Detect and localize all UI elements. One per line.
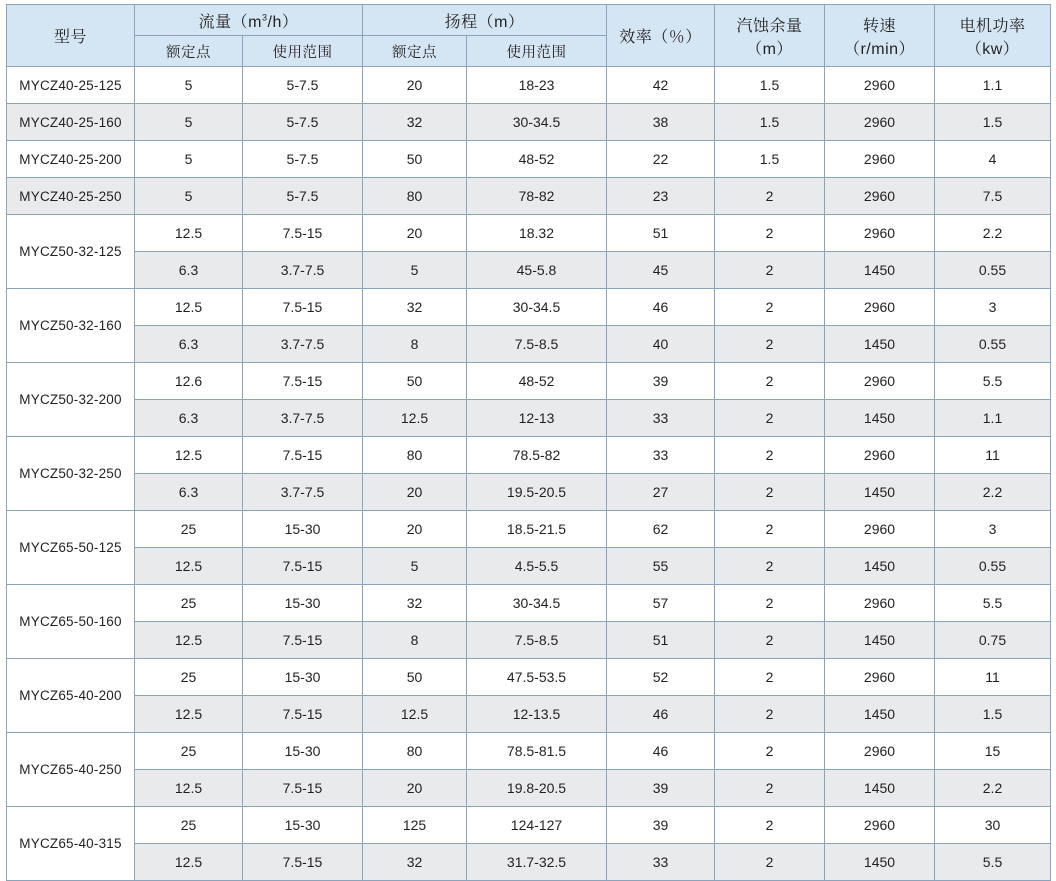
cell-flow-range: 7.5-15 bbox=[243, 844, 363, 881]
cell-npsh: 2 bbox=[715, 289, 825, 326]
cell-efficiency: 39 bbox=[607, 363, 715, 400]
cell-power: 2.2 bbox=[935, 770, 1051, 807]
cell-head-rated: 20 bbox=[363, 67, 467, 104]
cell-efficiency: 23 bbox=[607, 178, 715, 215]
cell-flow-range: 7.5-15 bbox=[243, 215, 363, 252]
pump-specification-table bbox=[6, 4, 1051, 881]
table-row bbox=[7, 585, 1051, 622]
cell-efficiency: 46 bbox=[607, 696, 715, 733]
cell-flow-range: 7.5-15 bbox=[243, 437, 363, 474]
cell-npsh: 2 bbox=[715, 252, 825, 289]
table-row bbox=[7, 215, 1051, 252]
cell-head-range: 19.8-20.5 bbox=[467, 770, 607, 807]
header-speed-line1: 转速 bbox=[862, 17, 896, 35]
cell-efficiency: 52 bbox=[607, 659, 715, 696]
cell-head-range: 12-13 bbox=[467, 400, 607, 437]
cell-head-rated: 12.5 bbox=[363, 696, 467, 733]
cell-speed: 2960 bbox=[825, 585, 935, 622]
cell-power: 1.1 bbox=[935, 67, 1051, 104]
cell-speed: 2960 bbox=[825, 67, 935, 104]
cell-flow-range: 7.5-15 bbox=[243, 770, 363, 807]
table-row bbox=[7, 326, 1051, 363]
cell-flow-rated: 5 bbox=[135, 67, 243, 104]
header-flow-range: 使用范围 bbox=[243, 36, 363, 67]
cell-power: 1.1 bbox=[935, 400, 1051, 437]
cell-model: MYCZ65-40-250 bbox=[7, 733, 135, 807]
header-power-line2: （kw） bbox=[965, 40, 1020, 58]
cell-model: MYCZ40-25-200 bbox=[7, 141, 135, 178]
cell-efficiency: 39 bbox=[607, 770, 715, 807]
cell-flow-range: 15-30 bbox=[243, 585, 363, 622]
cell-flow-range: 15-30 bbox=[243, 511, 363, 548]
cell-flow-range: 3.7-7.5 bbox=[243, 400, 363, 437]
header-head-rated: 额定点 bbox=[363, 36, 467, 67]
cell-speed: 1450 bbox=[825, 696, 935, 733]
cell-head-rated: 32 bbox=[363, 104, 467, 141]
cell-power: 0.55 bbox=[935, 548, 1051, 585]
cell-speed: 2960 bbox=[825, 807, 935, 844]
cell-power: 1.5 bbox=[935, 696, 1051, 733]
table-header bbox=[7, 5, 1051, 67]
cell-head-range: 48-52 bbox=[467, 141, 607, 178]
cell-flow-rated: 25 bbox=[135, 659, 243, 696]
cell-head-range: 30-34.5 bbox=[467, 104, 607, 141]
cell-npsh: 2 bbox=[715, 511, 825, 548]
cell-flow-range: 3.7-7.5 bbox=[243, 474, 363, 511]
cell-efficiency: 33 bbox=[607, 437, 715, 474]
cell-head-rated: 50 bbox=[363, 659, 467, 696]
cell-power: 2.2 bbox=[935, 474, 1051, 511]
cell-flow-range: 3.7-7.5 bbox=[243, 326, 363, 363]
cell-flow-rated: 12.5 bbox=[135, 622, 243, 659]
cell-flow-rated: 12.6 bbox=[135, 363, 243, 400]
cell-flow-rated: 5 bbox=[135, 178, 243, 215]
cell-flow-range: 3.7-7.5 bbox=[243, 252, 363, 289]
cell-head-rated: 80 bbox=[363, 733, 467, 770]
cell-power: 5.5 bbox=[935, 363, 1051, 400]
header-power-line1: 电机功率 bbox=[959, 17, 1026, 35]
cell-power: 15 bbox=[935, 733, 1051, 770]
header-npsh-line2: （m） bbox=[746, 40, 793, 58]
cell-speed: 2960 bbox=[825, 141, 935, 178]
cell-head-range: 19.5-20.5 bbox=[467, 474, 607, 511]
cell-speed: 2960 bbox=[825, 437, 935, 474]
cell-flow-range: 7.5-15 bbox=[243, 696, 363, 733]
cell-speed: 2960 bbox=[825, 104, 935, 141]
cell-npsh: 2 bbox=[715, 807, 825, 844]
header-npsh bbox=[715, 5, 825, 67]
cell-npsh: 2 bbox=[715, 215, 825, 252]
cell-head-rated: 20 bbox=[363, 215, 467, 252]
cell-flow-range: 15-30 bbox=[243, 807, 363, 844]
table-row bbox=[7, 252, 1051, 289]
cell-npsh: 1.5 bbox=[715, 67, 825, 104]
cell-flow-range: 15-30 bbox=[243, 659, 363, 696]
cell-head-rated: 5 bbox=[363, 548, 467, 585]
cell-head-range: 31.7-32.5 bbox=[467, 844, 607, 881]
cell-head-rated: 32 bbox=[363, 585, 467, 622]
cell-efficiency: 27 bbox=[607, 474, 715, 511]
table-row bbox=[7, 696, 1051, 733]
table-row bbox=[7, 511, 1051, 548]
cell-head-rated: 12.5 bbox=[363, 400, 467, 437]
cell-head-rated: 5 bbox=[363, 252, 467, 289]
cell-npsh: 2 bbox=[715, 326, 825, 363]
cell-flow-rated: 5 bbox=[135, 104, 243, 141]
cell-model: MYCZ65-40-315 bbox=[7, 807, 135, 881]
cell-head-rated: 50 bbox=[363, 141, 467, 178]
cell-power: 5.5 bbox=[935, 844, 1051, 881]
cell-head-range: 124-127 bbox=[467, 807, 607, 844]
cell-flow-rated: 6.3 bbox=[135, 400, 243, 437]
cell-flow-rated: 12.5 bbox=[135, 215, 243, 252]
cell-flow-range: 5-7.5 bbox=[243, 104, 363, 141]
cell-efficiency: 45 bbox=[607, 252, 715, 289]
cell-speed: 1450 bbox=[825, 252, 935, 289]
cell-flow-range: 7.5-15 bbox=[243, 289, 363, 326]
cell-head-range: 47.5-53.5 bbox=[467, 659, 607, 696]
cell-flow-rated: 25 bbox=[135, 511, 243, 548]
cell-power: 5.5 bbox=[935, 585, 1051, 622]
cell-power: 0.55 bbox=[935, 252, 1051, 289]
table-row bbox=[7, 659, 1051, 696]
cell-flow-range: 7.5-15 bbox=[243, 363, 363, 400]
cell-head-range: 4.5-5.5 bbox=[467, 548, 607, 585]
cell-head-rated: 8 bbox=[363, 326, 467, 363]
cell-head-rated: 20 bbox=[363, 770, 467, 807]
cell-model: MYCZ40-25-125 bbox=[7, 67, 135, 104]
table-row bbox=[7, 363, 1051, 400]
cell-power: 0.55 bbox=[935, 326, 1051, 363]
cell-speed: 1450 bbox=[825, 326, 935, 363]
cell-flow-range: 15-30 bbox=[243, 733, 363, 770]
table-body bbox=[7, 67, 1051, 881]
cell-head-range: 48-52 bbox=[467, 363, 607, 400]
cell-head-rated: 20 bbox=[363, 511, 467, 548]
cell-head-range: 78-82 bbox=[467, 178, 607, 215]
cell-head-range: 78.5-82 bbox=[467, 437, 607, 474]
cell-power: 7.5 bbox=[935, 178, 1051, 215]
cell-model: MYCZ40-25-160 bbox=[7, 104, 135, 141]
cell-flow-rated: 25 bbox=[135, 585, 243, 622]
table-row bbox=[7, 622, 1051, 659]
cell-npsh: 2 bbox=[715, 363, 825, 400]
header-flow-prefix: 流量（m bbox=[198, 13, 262, 31]
table-row bbox=[7, 474, 1051, 511]
cell-flow-rated: 12.5 bbox=[135, 844, 243, 881]
cell-head-rated: 32 bbox=[363, 844, 467, 881]
cell-speed: 2960 bbox=[825, 733, 935, 770]
cell-npsh: 2 bbox=[715, 585, 825, 622]
cell-efficiency: 40 bbox=[607, 326, 715, 363]
cell-npsh: 2 bbox=[715, 844, 825, 881]
cell-power: 3 bbox=[935, 511, 1051, 548]
table-row bbox=[7, 67, 1051, 104]
cell-model: MYCZ65-50-125 bbox=[7, 511, 135, 585]
cell-flow-rated: 25 bbox=[135, 807, 243, 844]
cell-npsh: 2 bbox=[715, 400, 825, 437]
cell-head-rated: 80 bbox=[363, 437, 467, 474]
cell-model: MYCZ65-50-160 bbox=[7, 585, 135, 659]
cell-speed: 1450 bbox=[825, 844, 935, 881]
table-row bbox=[7, 807, 1051, 844]
cell-head-rated: 20 bbox=[363, 474, 467, 511]
header-speed bbox=[825, 5, 935, 67]
cell-efficiency: 55 bbox=[607, 548, 715, 585]
cell-power: 4 bbox=[935, 141, 1051, 178]
cell-power: 30 bbox=[935, 807, 1051, 844]
cell-model: MYCZ40-25-250 bbox=[7, 178, 135, 215]
cell-flow-rated: 12.5 bbox=[135, 289, 243, 326]
table-row bbox=[7, 141, 1051, 178]
cell-speed: 2960 bbox=[825, 289, 935, 326]
header-head: 扬程（m） bbox=[363, 5, 607, 36]
cell-power: 3 bbox=[935, 289, 1051, 326]
cell-efficiency: 42 bbox=[607, 67, 715, 104]
cell-flow-rated: 12.5 bbox=[135, 770, 243, 807]
header-head-range: 使用范围 bbox=[467, 36, 607, 67]
cell-head-range: 30-34.5 bbox=[467, 289, 607, 326]
cell-npsh: 2 bbox=[715, 696, 825, 733]
cell-npsh: 2 bbox=[715, 548, 825, 585]
cell-head-range: 18.32 bbox=[467, 215, 607, 252]
table-row bbox=[7, 437, 1051, 474]
header-power bbox=[935, 5, 1051, 67]
cell-flow-range: 7.5-15 bbox=[243, 622, 363, 659]
cell-head-rated: 80 bbox=[363, 178, 467, 215]
table-row bbox=[7, 400, 1051, 437]
cell-npsh: 2 bbox=[715, 770, 825, 807]
cell-head-rated: 125 bbox=[363, 807, 467, 844]
table-row bbox=[7, 178, 1051, 215]
cell-flow-range: 5-7.5 bbox=[243, 178, 363, 215]
cell-npsh: 2 bbox=[715, 437, 825, 474]
cell-head-range: 7.5-8.5 bbox=[467, 622, 607, 659]
cell-npsh: 2 bbox=[715, 178, 825, 215]
cell-model: MYCZ50-32-200 bbox=[7, 363, 135, 437]
cell-speed: 1450 bbox=[825, 548, 935, 585]
cell-flow-rated: 6.3 bbox=[135, 252, 243, 289]
cell-speed: 2960 bbox=[825, 178, 935, 215]
cell-efficiency: 22 bbox=[607, 141, 715, 178]
table-row bbox=[7, 733, 1051, 770]
cell-efficiency: 39 bbox=[607, 807, 715, 844]
header-flow bbox=[135, 5, 363, 36]
cell-efficiency: 33 bbox=[607, 400, 715, 437]
cell-flow-rated: 25 bbox=[135, 733, 243, 770]
cell-flow-rated: 5 bbox=[135, 141, 243, 178]
cell-flow-range: 5-7.5 bbox=[243, 67, 363, 104]
cell-head-rated: 50 bbox=[363, 363, 467, 400]
header-flow-rated: 额定点 bbox=[135, 36, 243, 67]
cell-efficiency: 38 bbox=[607, 104, 715, 141]
table-row bbox=[7, 289, 1051, 326]
cell-speed: 1450 bbox=[825, 770, 935, 807]
cell-npsh: 2 bbox=[715, 733, 825, 770]
cell-head-rated: 32 bbox=[363, 289, 467, 326]
cell-efficiency: 33 bbox=[607, 844, 715, 881]
cell-npsh: 1.5 bbox=[715, 141, 825, 178]
table-row bbox=[7, 104, 1051, 141]
cell-npsh: 1.5 bbox=[715, 104, 825, 141]
cell-npsh: 2 bbox=[715, 474, 825, 511]
cell-head-rated: 8 bbox=[363, 622, 467, 659]
cell-efficiency: 51 bbox=[607, 622, 715, 659]
header-row-top bbox=[7, 5, 1051, 36]
cell-speed: 2960 bbox=[825, 659, 935, 696]
cell-power: 11 bbox=[935, 659, 1051, 696]
cell-efficiency: 51 bbox=[607, 215, 715, 252]
cell-speed: 1450 bbox=[825, 622, 935, 659]
cell-power: 0.75 bbox=[935, 622, 1051, 659]
cell-efficiency: 46 bbox=[607, 733, 715, 770]
cell-flow-range: 5-7.5 bbox=[243, 141, 363, 178]
cell-speed: 1450 bbox=[825, 400, 935, 437]
table-row bbox=[7, 844, 1051, 881]
header-model: 型号 bbox=[7, 5, 135, 67]
cell-flow-rated: 12.5 bbox=[135, 437, 243, 474]
header-speed-line2: （r/min） bbox=[843, 40, 916, 58]
cell-efficiency: 46 bbox=[607, 289, 715, 326]
header-flow-exponent: 3 bbox=[261, 12, 268, 23]
cell-power: 2.2 bbox=[935, 215, 1051, 252]
cell-power: 1.5 bbox=[935, 104, 1051, 141]
cell-model: MYCZ50-32-160 bbox=[7, 289, 135, 363]
cell-speed: 2960 bbox=[825, 363, 935, 400]
cell-model: MYCZ65-40-200 bbox=[7, 659, 135, 733]
cell-speed: 1450 bbox=[825, 474, 935, 511]
cell-npsh: 2 bbox=[715, 622, 825, 659]
cell-head-range: 78.5-81.5 bbox=[467, 733, 607, 770]
cell-head-range: 7.5-8.5 bbox=[467, 326, 607, 363]
cell-flow-rated: 6.3 bbox=[135, 474, 243, 511]
header-efficiency: 效率（％） bbox=[607, 5, 715, 67]
cell-flow-rated: 12.5 bbox=[135, 696, 243, 733]
cell-flow-range: 7.5-15 bbox=[243, 548, 363, 585]
header-flow-suffix: /h） bbox=[267, 13, 299, 31]
cell-flow-rated: 6.3 bbox=[135, 326, 243, 363]
cell-head-range: 18-23 bbox=[467, 67, 607, 104]
header-npsh-line1: 汽蚀余量 bbox=[736, 17, 803, 35]
cell-flow-rated: 12.5 bbox=[135, 548, 243, 585]
cell-head-range: 12-13.5 bbox=[467, 696, 607, 733]
table-row bbox=[7, 770, 1051, 807]
cell-head-range: 45-5.8 bbox=[467, 252, 607, 289]
cell-efficiency: 62 bbox=[607, 511, 715, 548]
cell-model: MYCZ50-32-250 bbox=[7, 437, 135, 511]
cell-npsh: 2 bbox=[715, 659, 825, 696]
cell-efficiency: 57 bbox=[607, 585, 715, 622]
cell-power: 11 bbox=[935, 437, 1051, 474]
cell-model: MYCZ50-32-125 bbox=[7, 215, 135, 289]
cell-head-range: 30-34.5 bbox=[467, 585, 607, 622]
table-row bbox=[7, 548, 1051, 585]
cell-head-range: 18.5-21.5 bbox=[467, 511, 607, 548]
cell-speed: 2960 bbox=[825, 215, 935, 252]
cell-speed: 2960 bbox=[825, 511, 935, 548]
